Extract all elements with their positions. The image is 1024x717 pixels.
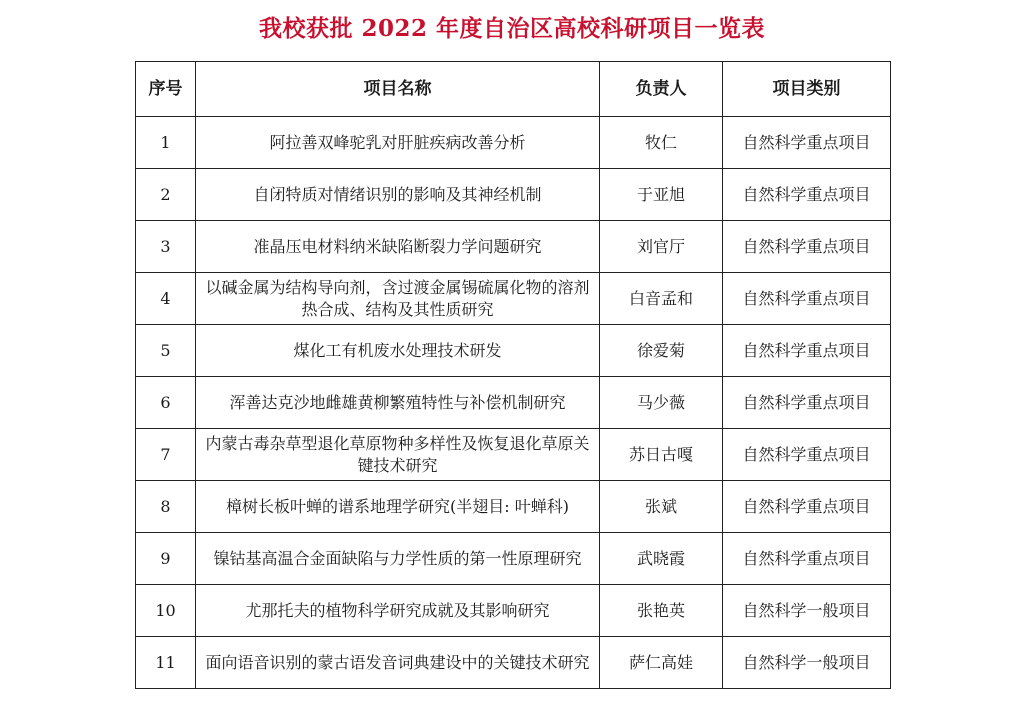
row-index: 1 bbox=[136, 117, 196, 169]
row-leader: 苏日古嘎 bbox=[600, 429, 723, 481]
table-row bbox=[136, 169, 891, 221]
row-category: 自然科学重点项目 bbox=[723, 117, 891, 169]
row-category: 自然科学重点项目 bbox=[723, 325, 891, 377]
row-category: 自然科学一般项目 bbox=[723, 637, 891, 689]
row-category: 自然科学重点项目 bbox=[723, 533, 891, 585]
table-row bbox=[136, 533, 891, 585]
header-index: 序号 bbox=[136, 62, 196, 117]
row-project-name: 阿拉善双峰驼乳对肝脏疾病改善分析 bbox=[196, 117, 600, 169]
row-leader: 萨仁高娃 bbox=[600, 637, 723, 689]
table-row bbox=[136, 585, 891, 637]
row-project-name: 准晶压电材料纳米缺陷断裂力学问题研究 bbox=[196, 221, 600, 273]
row-project-name: 自闭特质对情绪识别的影响及其神经机制 bbox=[196, 169, 600, 221]
row-category: 自然科学重点项目 bbox=[723, 481, 891, 533]
project-table bbox=[135, 61, 891, 689]
table-row bbox=[136, 481, 891, 533]
row-leader: 于亚旭 bbox=[600, 169, 723, 221]
row-index: 9 bbox=[136, 533, 196, 585]
row-project-name: 以碱金属为结构导向剂，含过渡金属锡硫属化物的溶剂热合成、结构及其性质研究 bbox=[196, 273, 600, 325]
row-leader: 张斌 bbox=[600, 481, 723, 533]
row-index: 8 bbox=[136, 481, 196, 533]
row-project-name: 尤那托夫的植物科学研究成就及其影响研究 bbox=[196, 585, 600, 637]
table-header-row bbox=[136, 62, 891, 117]
header-category: 项目类别 bbox=[723, 62, 891, 117]
table-row bbox=[136, 377, 891, 429]
row-project-name: 煤化工有机废水处理技术研发 bbox=[196, 325, 600, 377]
row-index: 3 bbox=[136, 221, 196, 273]
row-index: 10 bbox=[136, 585, 196, 637]
table-row bbox=[136, 221, 891, 273]
row-leader: 马少薇 bbox=[600, 377, 723, 429]
header-project-name: 项目名称 bbox=[196, 62, 600, 117]
row-index: 6 bbox=[136, 377, 196, 429]
row-index: 5 bbox=[136, 325, 196, 377]
row-leader: 徐爱菊 bbox=[600, 325, 723, 377]
row-project-name: 内蒙古毒杂草型退化草原物种多样性及恢复退化草原关键技术研究 bbox=[196, 429, 600, 481]
row-leader: 刘官厅 bbox=[600, 221, 723, 273]
header-leader: 负责人 bbox=[600, 62, 723, 117]
row-project-name: 镍钴基高温合金面缺陷与力学性质的第一性原理研究 bbox=[196, 533, 600, 585]
row-index: 4 bbox=[136, 273, 196, 325]
row-index: 2 bbox=[136, 169, 196, 221]
row-leader: 张艳英 bbox=[600, 585, 723, 637]
table-row bbox=[136, 325, 891, 377]
row-category: 自然科学重点项目 bbox=[723, 429, 891, 481]
row-category: 自然科学重点项目 bbox=[723, 377, 891, 429]
table-row bbox=[136, 117, 891, 169]
table-row bbox=[136, 273, 891, 325]
row-index: 11 bbox=[136, 637, 196, 689]
document-title: 我校获批 2022 年度自治区高校科研项目一览表 bbox=[258, 15, 766, 42]
row-index: 7 bbox=[136, 429, 196, 481]
row-leader: 白音孟和 bbox=[600, 273, 723, 325]
row-category: 自然科学重点项目 bbox=[723, 221, 891, 273]
table-row bbox=[136, 429, 891, 481]
row-leader: 武晓霞 bbox=[600, 533, 723, 585]
row-project-name: 樟树长板叶蝉的谱系地理学研究(半翅目: 叶蝉科) bbox=[196, 481, 600, 533]
row-project-name: 浑善达克沙地雌雄黄柳繁殖特性与补偿机制研究 bbox=[196, 377, 600, 429]
table-row bbox=[136, 637, 891, 689]
row-project-name: 面向语音识别的蒙古语发音词典建设中的关键技术研究 bbox=[196, 637, 600, 689]
row-category: 自然科学重点项目 bbox=[723, 169, 891, 221]
row-category: 自然科学重点项目 bbox=[723, 273, 891, 325]
row-leader: 牧仁 bbox=[600, 117, 723, 169]
row-category: 自然科学一般项目 bbox=[723, 585, 891, 637]
